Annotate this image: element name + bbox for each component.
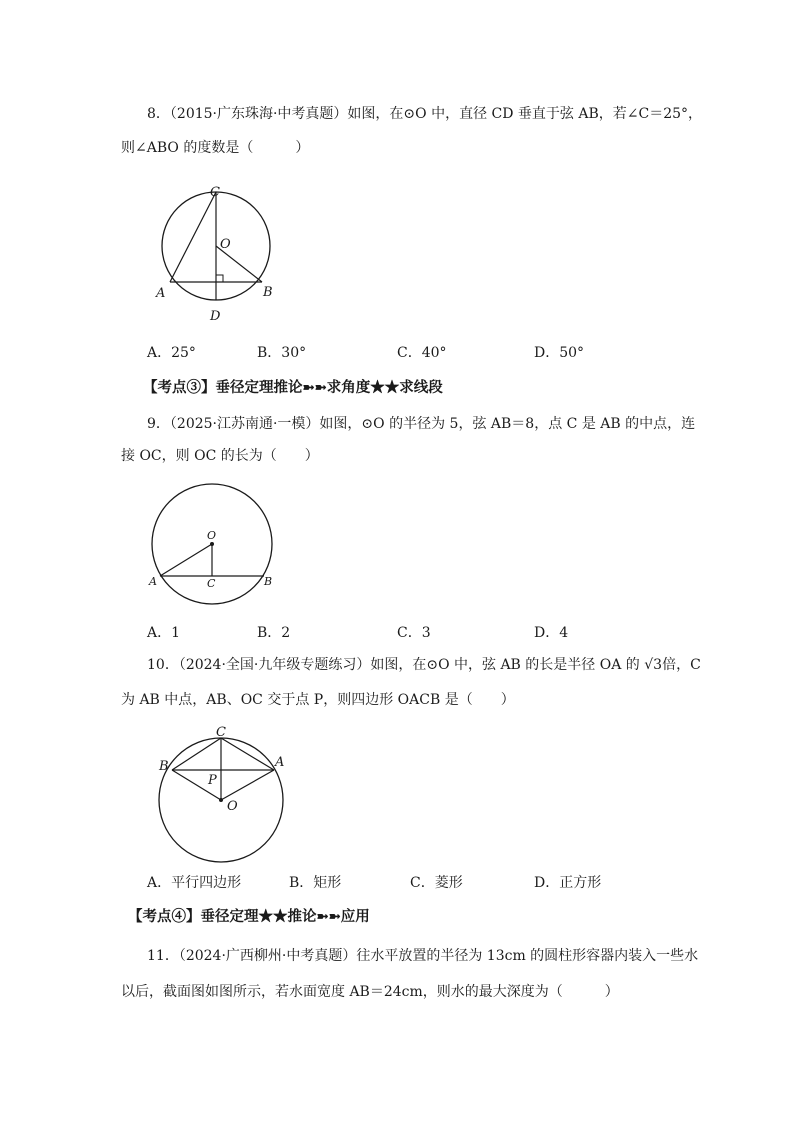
q10-label-O: O (227, 799, 238, 814)
q8-options (147, 342, 707, 362)
section-heading-4: 【考点④】垂径定理★★推论➼➼应用 (128, 908, 370, 925)
q8-label-C: C (210, 185, 220, 200)
q11-text-line2: 以后，截面图如图所示，若水面宽度 AB＝24cm，则水的最大深度为（ ） (121, 984, 619, 1000)
q10-option-d[interactable]: D．正方形 (534, 875, 602, 891)
q9-label-B: B (264, 575, 273, 588)
q9-figure (148, 480, 278, 610)
q9-label-C: C (207, 577, 216, 590)
q8-label-A: A (156, 286, 166, 301)
q10-label-A: A (275, 755, 285, 770)
q10-options (147, 872, 707, 892)
q9-option-d[interactable]: D．4 (534, 625, 569, 641)
q8-figure (150, 182, 280, 327)
q10-text-line2: 为 AB 中点，AB、OC 交于点 P，则四边形 OACB 是（ ） (121, 692, 515, 708)
q9-option-a[interactable]: A．1 (147, 625, 181, 641)
q10-option-b[interactable]: B．矩形 (289, 875, 342, 891)
q9-option-c[interactable]: C．3 (397, 625, 431, 641)
q11-text-line1: 11．（2024·广西柳州·中考真题）往水平放置的半径为 13cm 的圆柱形容器内装入一些水 (147, 948, 699, 964)
q8-option-a[interactable]: A．25° (147, 345, 196, 361)
q8-option-b[interactable]: B．30° (257, 345, 307, 361)
q8-text-line2: 则∠ABO 的度数是（ ） (121, 140, 310, 156)
q9-option-b[interactable]: B．2 (257, 625, 291, 641)
q10-label-B: B (159, 759, 169, 774)
q10-option-c[interactable]: C．菱形 (410, 875, 463, 891)
q9-label-A: A (149, 575, 157, 588)
q8-label-O: O (220, 237, 231, 252)
q10-option-a[interactable]: A．平行四边形 (147, 875, 242, 891)
q8-option-c[interactable]: C．40° (397, 345, 447, 361)
q9-text-line2: 接 OC，则 OC 的长为（ ） (121, 448, 319, 464)
q8-label-D: D (210, 309, 221, 324)
q8-label-B: B (263, 285, 273, 300)
q10-label-P: P (208, 773, 217, 788)
q8-text-line1: 8．（2015·广东珠海·中考真题）如图，在⊙O 中，直径 CD 垂直于弦 AB，若∠C＝25°， (147, 106, 703, 122)
q8-option-d[interactable]: D．50° (534, 345, 585, 361)
q10-figure (155, 722, 295, 872)
q10-text-line1: 10．（2024·全国·九年级专题练习）如图，在⊙O 中，弦 AB 的长是半径 OA 的 √3倍，C (147, 657, 701, 673)
q9-text-line1: 9．（2025·江苏南通·一模）如图，⊙O 的半径为 5，弦 AB＝8，点 C 是 AB 的中点，连 (147, 416, 696, 432)
q9-label-O: O (207, 529, 217, 542)
section-heading-3: 【考点③】垂径定理推论➼➼求角度★★求线段 (143, 379, 443, 396)
q9-options (147, 622, 707, 642)
q10-label-C: C (216, 725, 226, 740)
